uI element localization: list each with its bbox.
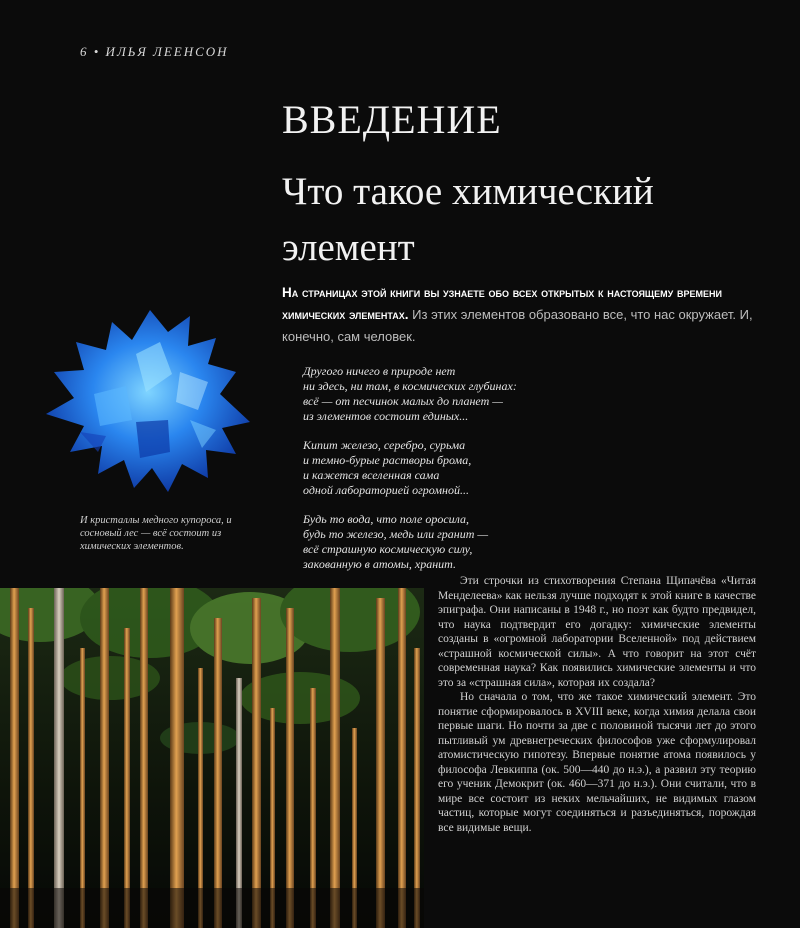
lead-rest: Из этих элементов образовано все, что нас окружает. И, конечно, сам человек. bbox=[282, 307, 753, 344]
chapter-title-line-1: Что такое химический bbox=[282, 170, 654, 213]
poem-line: и темно-бурые растворы брома, bbox=[303, 453, 472, 467]
poem-line: одной лабораторией огромной... bbox=[303, 483, 469, 497]
poem-line: ни здесь, ни там, в космических глубинах: bbox=[303, 379, 517, 393]
poem-line: из элементов состоит единых... bbox=[303, 409, 469, 423]
pine-forest-image bbox=[0, 588, 424, 928]
body-paragraph: Эти строчки из стихотворения Степана Щипачёва «Читая Менделеева» как нельзя лучше подходят к этой книге в качестве эпиграфа. Они написаны в 1948 г., но поэт как будто предвидел, что наука подтвердит его догадку: химические элементы созданы в «огромной лаборатории Вселенной» под действием «страшной космической силы». А что говорит на этот счёт современная наука? Как появились химические элементы и что это за «страшная сила», которая их создала? bbox=[438, 575, 756, 689]
poem-line: всё — от песчинок малых до планет — bbox=[303, 394, 503, 408]
chapter-label: ВВЕДЕНИЕ bbox=[282, 97, 502, 142]
poem-line: будь то железо, медь или гранит — bbox=[303, 527, 489, 541]
poem-stanza bbox=[303, 364, 603, 424]
figure-caption: И кристаллы медного купороса, и сосновый лес — всё состоит из химических элементов. bbox=[80, 515, 232, 552]
poem-stanza bbox=[303, 438, 603, 498]
lead-paragraph bbox=[282, 282, 757, 348]
lead-strong: На страницах этой книги вы узнаете обо всех открытых к настоящему времени химических элементах. bbox=[282, 285, 722, 322]
poem-line: Другого ничего в природе нет bbox=[303, 364, 456, 378]
epigraph-poem bbox=[303, 364, 603, 586]
body-text bbox=[438, 574, 756, 835]
poem-line: и кажется вселенная сама bbox=[303, 468, 440, 482]
poem-line: Будь то вода, что поле оросила, bbox=[303, 512, 470, 526]
chapter-title-line-2: элемент bbox=[282, 226, 415, 269]
running-head: 6 • ИЛЬЯ ЛЕЕНСОН bbox=[80, 44, 229, 59]
body-paragraph: Но сначала о том, что же такое химический элемент. Это понятие сформировалось в XVIII веке, когда химия делала свои первые шаги. Но почти за две с половиной тысячи лет до этого пытливый ум древнегреческих философов уже сформулировал атомистическую гипотезу. Впервые понятие атома появилось у философа Левкиппа (ок. 500—440 до н.э.), а развил эту теорию его ученик Демокрит (ок. 460—371 до н.э.). Они считали, что в мире все состоит из неких мельчайших, не видимых глазом частиц, которые могут соединяться и разъединяться, порождая все видимые вещи. bbox=[438, 691, 756, 834]
poem-line: всё страшную космическую силу, bbox=[303, 542, 473, 556]
poem-stanza bbox=[303, 512, 603, 572]
poem-line: закованную в атомы, хранит. bbox=[303, 557, 456, 571]
poem-line: Кипит железо, серебро, сурьма bbox=[303, 438, 466, 452]
copper-sulfate-crystal-image bbox=[40, 302, 260, 502]
chapter-title bbox=[282, 164, 762, 276]
